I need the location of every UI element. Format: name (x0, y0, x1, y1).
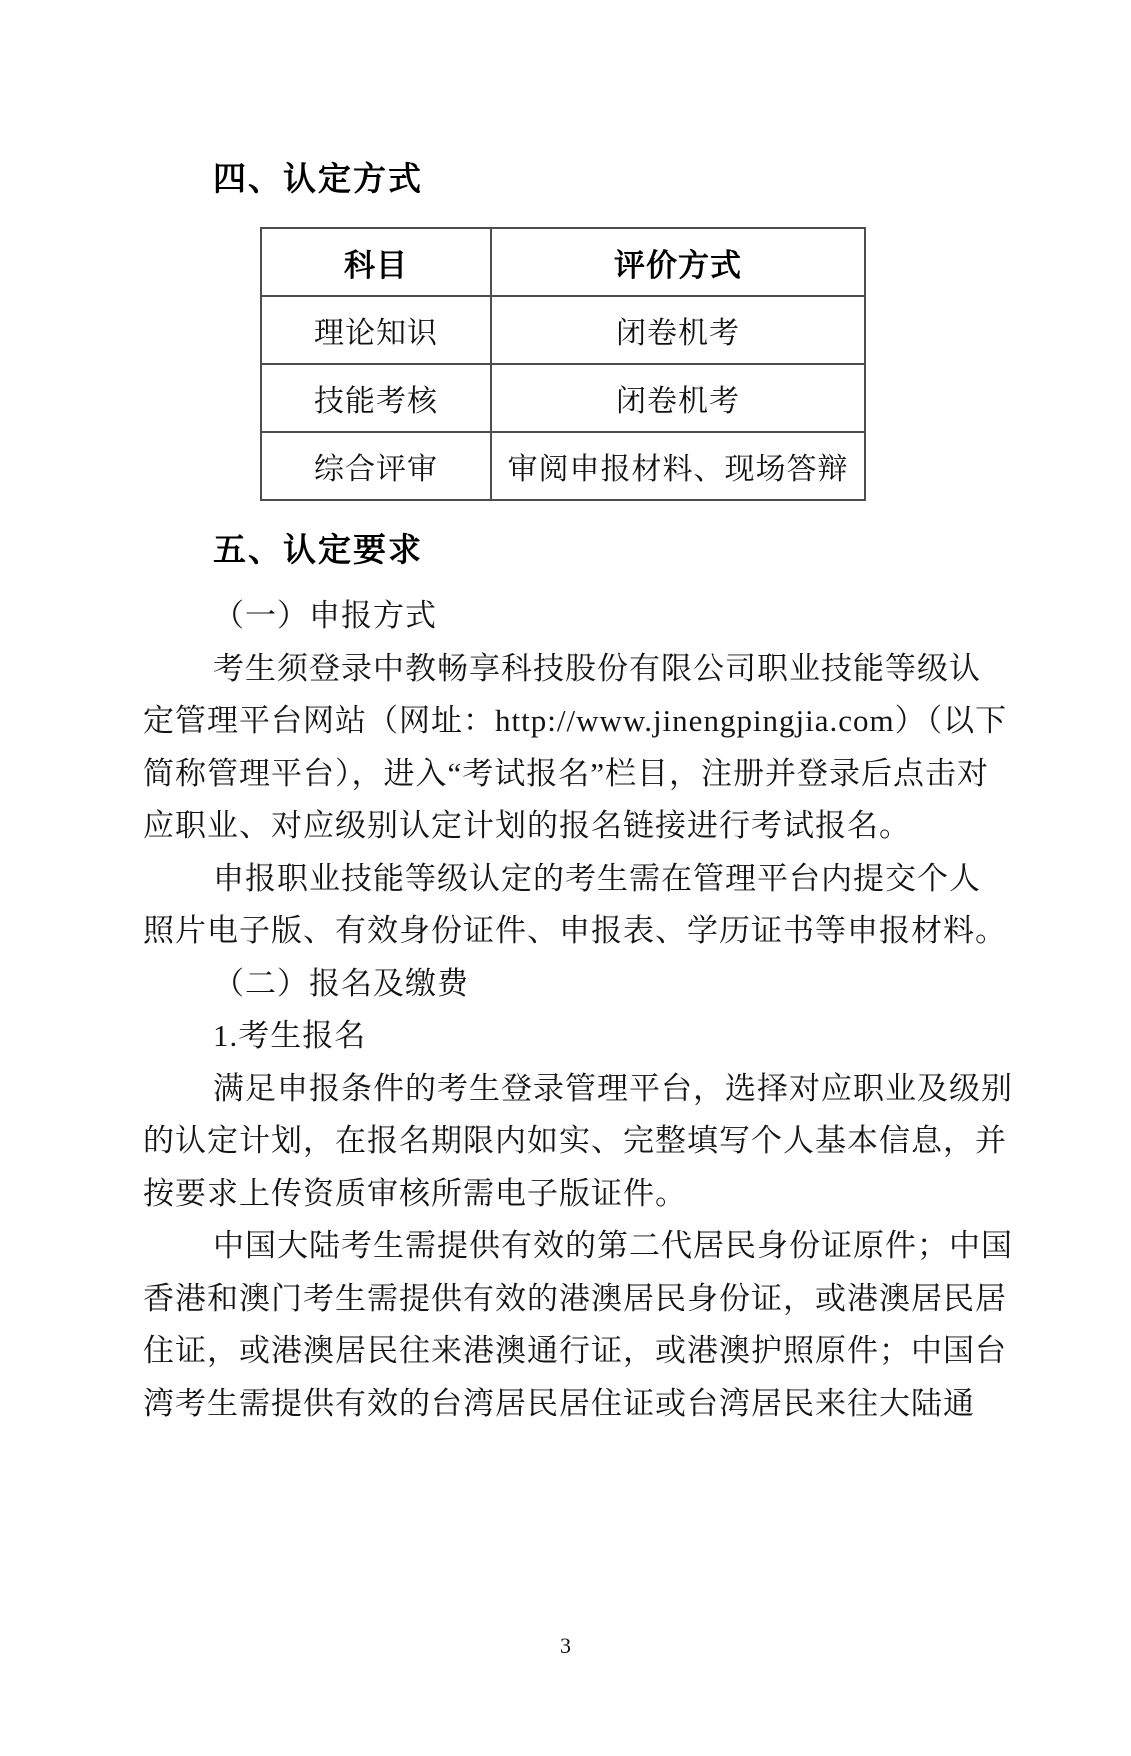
body-line: 申报职业技能等级认定的考生需在管理平台内提交个人 (213, 860, 981, 896)
table-cell-method: 闭卷机考 (491, 364, 865, 432)
table-header-row (261, 228, 865, 296)
table-row (261, 364, 865, 432)
body-line: 按要求上传资质审核所需电子版证件。 (143, 1175, 687, 1211)
table-cell-subject: 综合评审 (261, 432, 491, 500)
body-line: 的认定计划，在报名期限内如实、完整填写个人基本信息，并 (143, 1123, 1007, 1158)
table-row (261, 296, 865, 364)
body-line: 香港和澳门考生需提供有效的港澳居民身份证，或港澳居民居 (143, 1280, 1007, 1316)
body-line: 考生须登录中教畅享科技股份有限公司职业技能等级认 (213, 650, 981, 686)
table-row (261, 432, 865, 500)
table-header-subject: 科目 (261, 228, 491, 296)
table-cell-subject: 技能考核 (261, 364, 491, 432)
page-number: 3 (560, 1633, 571, 1658)
table-cell-method: 审阅申报材料、现场答辩 (491, 432, 865, 500)
page-content (0, 156, 1131, 1430)
body-line-with-url: 定管理平台网站（网址：http://www.jinengpingjia.com）（以下 (143, 703, 1008, 738)
subheading-application-method: （一）申报方式 (213, 598, 437, 633)
table-cell-method: 闭卷机考 (491, 296, 865, 364)
body-line: 照片电子版、有效身份证件、申报表、学历证书等申报材料。 (143, 913, 1007, 948)
body-line: 满足申报条件的考生登录管理平台，选择对应职业及级别 (213, 1070, 1013, 1106)
body-line: 湾考生需提供有效的台湾居民居住证或台湾居民来往大陆通 (143, 1385, 975, 1421)
body-line: 简称管理平台），进入“考试报名”栏目，注册并登录后点击对 (143, 755, 990, 791)
section-5-heading: 五、认定要求 (213, 531, 423, 568)
assessment-method-table (260, 227, 866, 501)
section-5-body (143, 590, 1013, 1430)
body-line: 中国大陆考生需提供有效的第二代居民身份证原件；中国 (213, 1228, 1013, 1263)
table-cell-subject: 理论知识 (261, 296, 491, 364)
document-page (0, 156, 1131, 1756)
table-header-evaluation-method: 评价方式 (491, 228, 865, 296)
subheading-candidate-registration: 1.考生报名 (213, 1018, 367, 1053)
body-line: 应职业、对应级别认定计划的报名链接进行考试报名。 (143, 808, 911, 843)
body-line: 住证，或港澳居民往来港澳通行证，或港澳护照原件；中国台 (143, 1333, 1007, 1368)
section-4-heading: 四、认定方式 (213, 160, 423, 197)
subheading-registration-and-payment: （二）报名及缴费 (213, 965, 469, 1001)
